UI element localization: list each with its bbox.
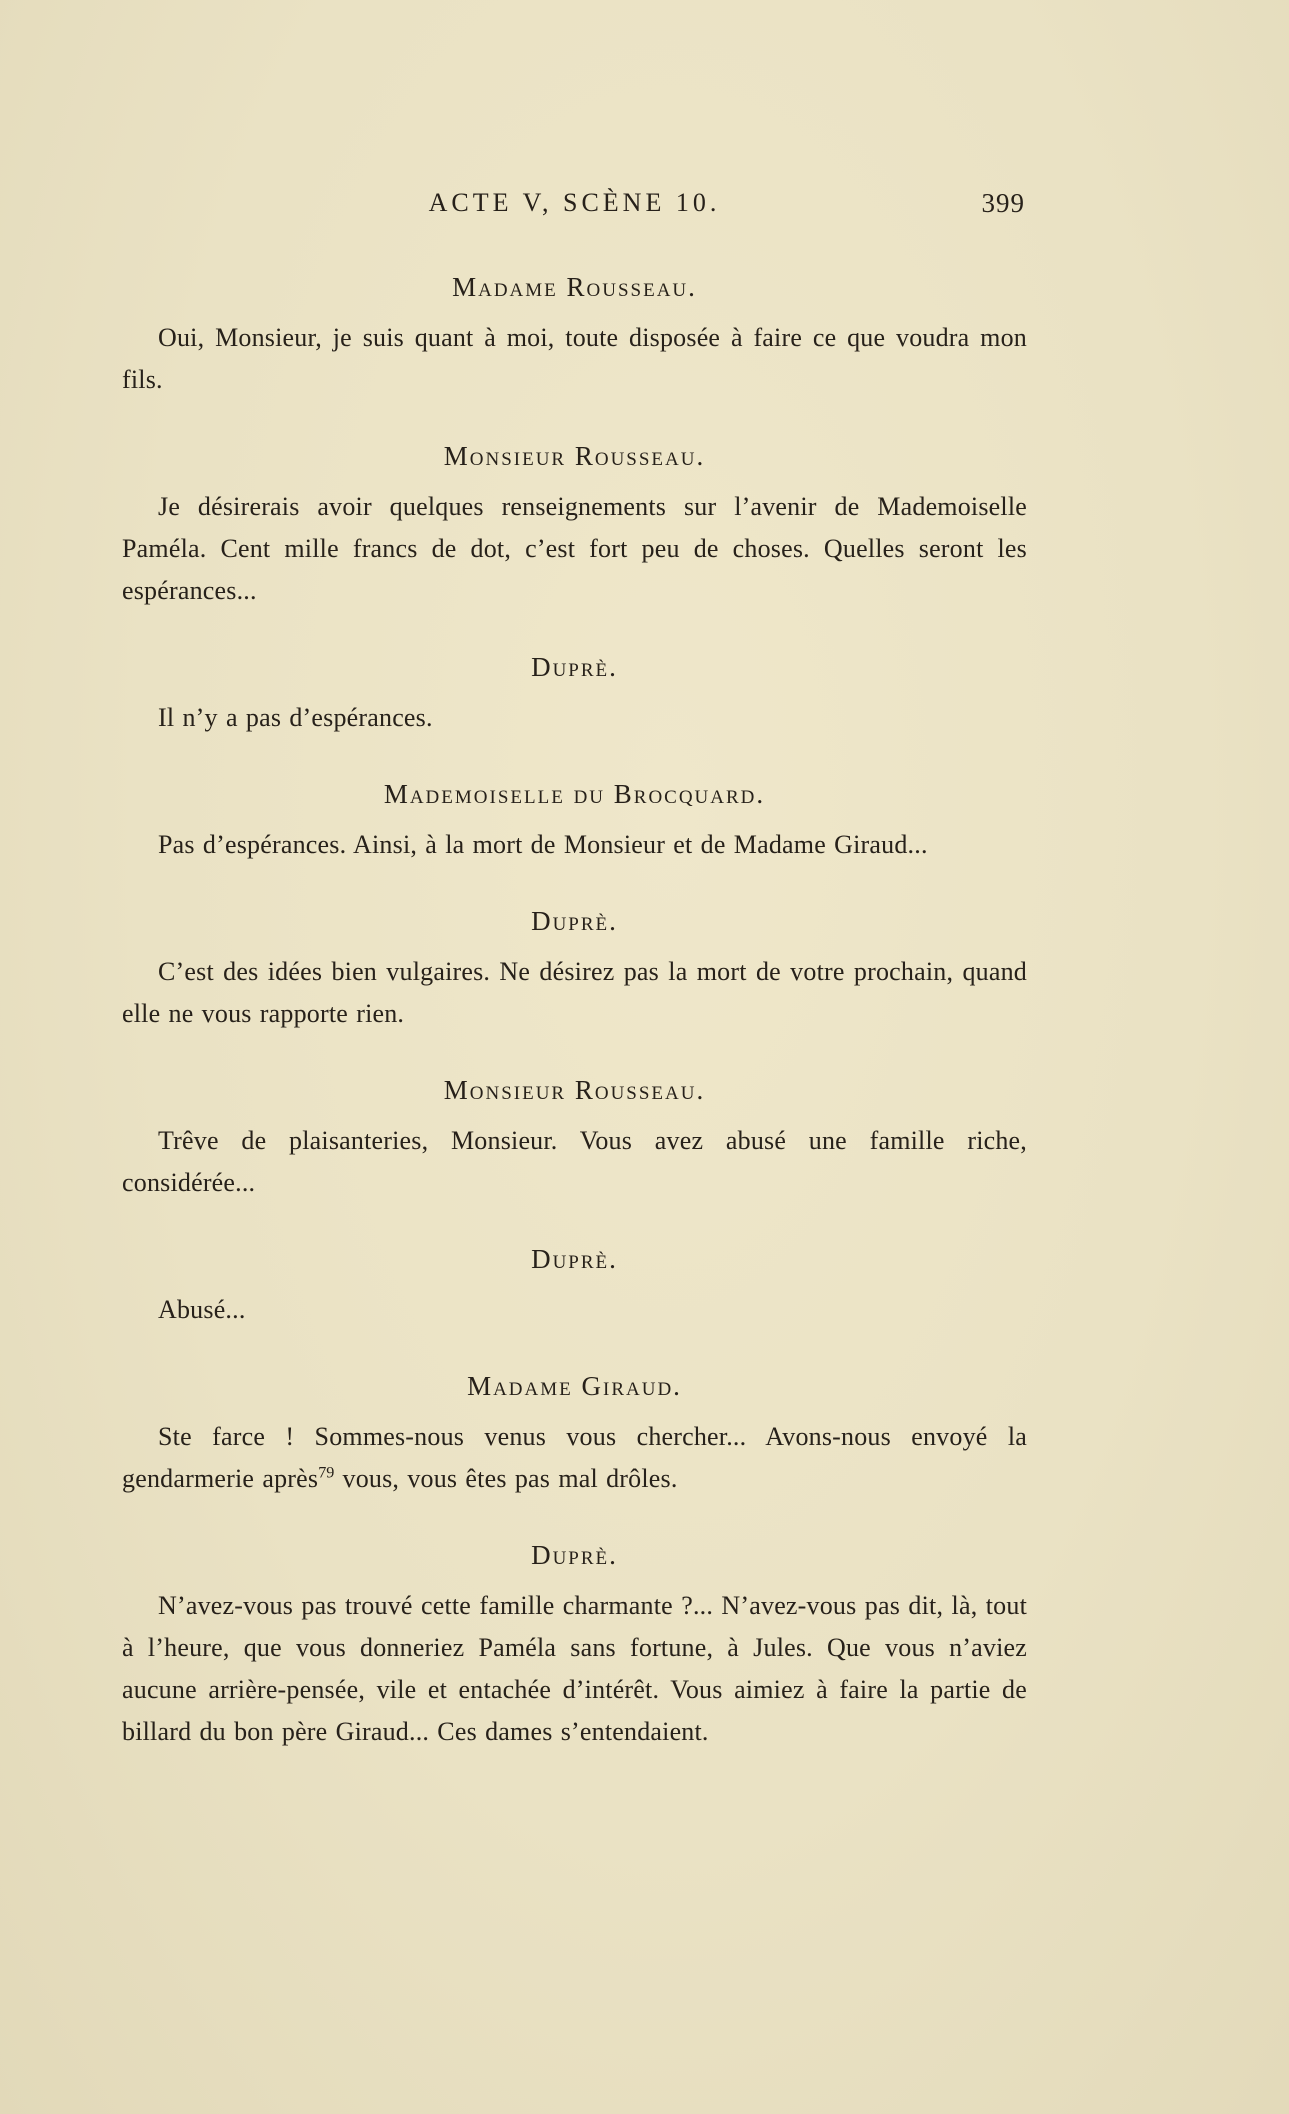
speech [122, 646, 1027, 739]
speaker-name: Mademoiselle du Brocquard. [383, 779, 766, 809]
speaker-name: Duprè. [531, 652, 618, 682]
footnote-reference: 79 [318, 1464, 335, 1482]
speech-text-after-footnote: vous, vous êtes pas mal drôles. [334, 1464, 678, 1493]
speaker-name: Duprè. [531, 1540, 618, 1570]
speaker-name: Duprè. [531, 1244, 618, 1274]
text-column [122, 188, 1027, 1753]
speech-text: Abusé... [158, 1295, 246, 1324]
speech-text: Oui, Monsieur, je suis quant à moi, toute disposée à faire ce que voudra mon fils. [122, 323, 1027, 394]
speech-text: N’avez-vous pas trouvé cette famille charmante ?... N’avez-vous pas dit, là, tout à l’heure, que vous donneriez Paméla sans fortune, à Jules. Que vous n’aviez aucune arrière-pensée, vile et entachée d’intérêt. Vous aimiez à faire la partie de billard du bon père Giraud... Ces dames s’entendaient. [122, 1591, 1027, 1746]
speech [122, 900, 1027, 1035]
page-number: 399 [981, 188, 1025, 218]
speech-text: Il n’y a pas d’espérances. [158, 703, 433, 732]
running-title: ACTE V, SCÈNE 10. [428, 188, 721, 217]
speech-text: Trêve de plaisanteries, Monsieur. Vous avez abusé une famille riche, considérée... [122, 1126, 1027, 1197]
speech [122, 773, 1027, 866]
speech [122, 1365, 1027, 1500]
speech [122, 1534, 1027, 1753]
speech-text: Je désirerais avoir quelques renseignements sur l’avenir de Mademoiselle Paméla. Cent mille francs de dot, c’est fort peu de choses. Quelles seront les espérances... [122, 492, 1027, 605]
speaker-name: Madame Rousseau. [452, 272, 697, 302]
speech-text: C’est des idées bien vulgaires. Ne désirez pas la mort de votre prochain, quand elle ne vous rapporte rien. [122, 957, 1027, 1028]
speech-text [122, 1416, 1027, 1500]
speech [122, 435, 1027, 612]
speech [122, 1238, 1027, 1331]
speaker-name: Madame Giraud. [467, 1371, 682, 1401]
speaker-name: Duprè. [531, 906, 618, 936]
speaker-name: Monsieur Rousseau. [443, 441, 706, 471]
speech-text: Pas d’espérances. Ainsi, à la mort de Monsieur et de Madame Giraud... [158, 830, 928, 859]
page-header [122, 188, 1027, 232]
speech-text-before-footnote: Ste farce ! Sommes-nous venus vous chercher... Avons-nous envoyé la gendarmerie après [122, 1422, 1027, 1493]
speaker-name: Monsieur Rousseau. [443, 1075, 706, 1105]
speech [122, 266, 1027, 401]
speech [122, 1069, 1027, 1204]
